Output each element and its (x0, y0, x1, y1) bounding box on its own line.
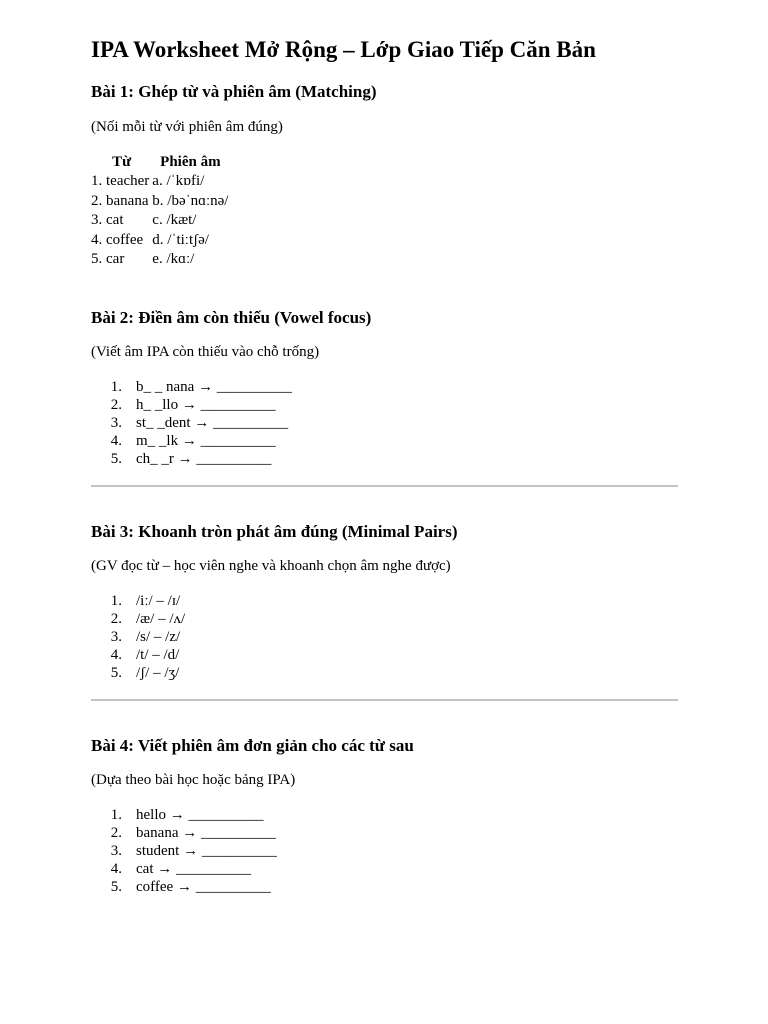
section-2-list (91, 378, 678, 468)
column-header-ipa: Phiên âm (160, 154, 221, 170)
item-number: 4. (110, 646, 122, 663)
ipa-cell: e. /kɑː/ (152, 251, 195, 268)
list-item (91, 396, 678, 414)
item-number: 2. (110, 824, 122, 841)
section-4-heading: Bài 4: Viết phiên âm đơn giản cho các từ sau (91, 735, 414, 755)
list-item (91, 878, 678, 896)
list-item (91, 860, 678, 878)
item-text: coffee → __________ (136, 878, 271, 895)
column-header-word: Từ (112, 154, 132, 170)
item-number: 4. (110, 860, 122, 877)
item-number: 3. (110, 842, 122, 859)
section-3-list (91, 592, 678, 682)
item-text: /t/ – /d/ (136, 646, 180, 663)
item-text: student → __________ (136, 842, 277, 859)
list-item (91, 646, 678, 664)
item-text: banana → __________ (136, 824, 276, 841)
item-text: m_ _lk → __________ (136, 432, 276, 449)
list-item (91, 414, 678, 432)
item-text: cat → __________ (136, 860, 251, 877)
table-row (91, 192, 228, 212)
word-cell: 5. car (91, 251, 125, 268)
section-2-heading: Bài 2: Điền âm còn thiếu (Vowel focus) (91, 307, 372, 327)
item-text: ch_ _r → __________ (136, 450, 272, 467)
item-number: 1. (110, 806, 122, 823)
item-number: 4. (110, 432, 122, 449)
list-item (91, 378, 678, 396)
section-1-heading: Bài 1: Ghép từ và phiên âm (Matching) (91, 82, 377, 101)
section-divider (91, 485, 678, 487)
word-cell: 3. cat (91, 212, 124, 229)
list-item (91, 628, 678, 646)
section-3-instruction: (GV đọc từ – học viên nghe và khoanh chọn âm nghe được) (91, 557, 451, 574)
item-text: hello → __________ (136, 806, 264, 823)
item-text: h_ _llo → __________ (136, 396, 276, 413)
item-text: /ʃ/ – /ʒ/ (136, 664, 180, 681)
ipa-cell: b. /bəˈnɑːnə/ (152, 192, 229, 209)
item-number: 5. (110, 664, 122, 681)
item-number: 3. (110, 628, 122, 645)
worksheet-page (91, 30, 678, 896)
list-item (91, 842, 678, 860)
item-number: 5. (110, 878, 122, 895)
item-text: b_ _ nana → __________ (136, 378, 292, 395)
ipa-cell: d. /ˈtiːtʃə/ (152, 231, 209, 248)
item-number: 2. (110, 610, 122, 627)
list-item (91, 592, 678, 610)
section-2-instruction: (Viết âm IPA còn thiếu vào chỗ trống) (91, 343, 320, 360)
section-4-instruction: (Dựa theo bài học hoặc bảng IPA) (91, 771, 296, 788)
item-text: /æ/ – /ʌ/ (136, 610, 186, 627)
section-3-heading: Bài 3: Khoanh tròn phát âm đúng (Minimal Pairs) (91, 521, 458, 541)
item-text: /s/ – /z/ (136, 628, 181, 645)
list-item (91, 806, 678, 824)
item-text: /iː/ – /ɪ/ (136, 592, 181, 609)
item-number: 1. (110, 378, 122, 395)
item-number: 1. (110, 592, 122, 609)
section-1-instruction: (Nối mỗi từ với phiên âm đúng) (91, 119, 283, 135)
list-item (91, 610, 678, 628)
word-cell: 2. banana (91, 192, 149, 209)
item-number: 2. (110, 396, 122, 413)
list-item (91, 664, 678, 682)
section-divider (91, 699, 678, 701)
item-number: 5. (110, 450, 122, 467)
item-text: st_ _dent → __________ (136, 414, 289, 431)
table-row (91, 231, 228, 251)
ipa-cell: c. /kæt/ (152, 212, 197, 229)
list-item (91, 432, 678, 450)
section-4-list (91, 806, 678, 896)
list-item (91, 824, 678, 842)
table-row (91, 250, 228, 270)
page-title: IPA Worksheet Mở Rộng – Lớp Giao Tiếp Căn Bản (91, 37, 596, 62)
word-cell: 1. teacher (91, 173, 150, 189)
matching-table (91, 152, 228, 270)
ipa-cell: a. /ˈkɒfi/ (152, 173, 205, 189)
list-item (91, 450, 678, 468)
table-row (91, 211, 228, 231)
word-cell: 4. coffee (91, 231, 144, 248)
item-number: 3. (110, 414, 122, 431)
table-row (91, 172, 228, 192)
